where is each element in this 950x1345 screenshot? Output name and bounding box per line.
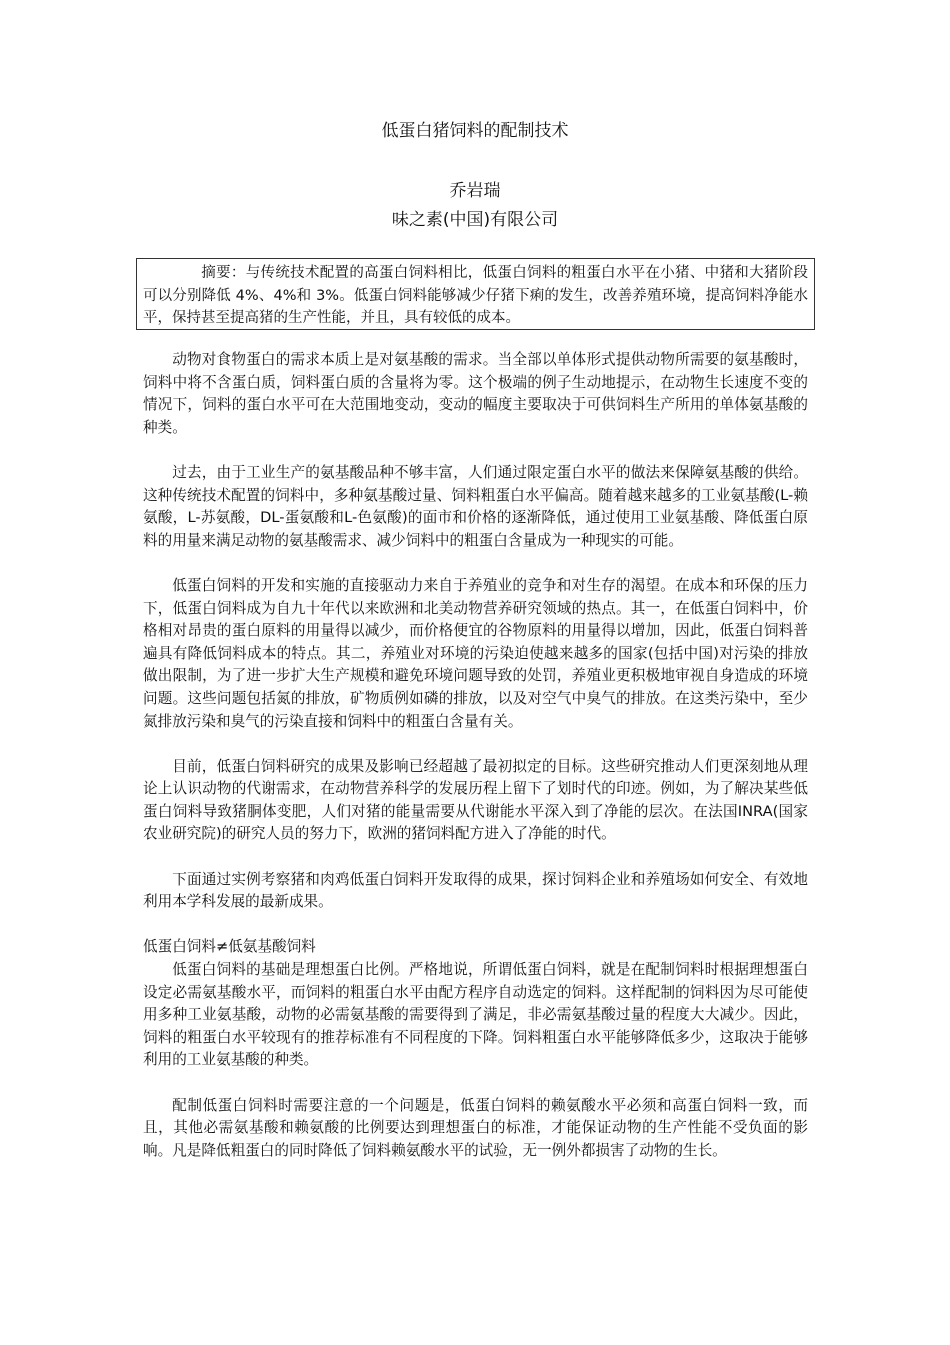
section-paragraph-1: 低蛋白饲料的基础是理想蛋白比例。严格地说，所谓低蛋白饲料，就是在配制饲料时根据理想蛋白设定必需氨基酸水平，而饲料的粗蛋白水平由配方程序自动选定的饲料。这样配制的饲料因为尽可能使用多种工业氨基酸，动物的必需氨基酸的需要得到了满足，非必需氨基酸过量的程度大大减少。因此，饲料的粗蛋白水平较现有的推荐标准有不同程度的下降。饲料粗蛋白水平能够降低多少，这取决于能够利用的工业氨基酸的种类。: [143, 961, 808, 1069]
body-paragraph-3: 低蛋白饲料的开发和实施的直接驱动力来自于养殖业的竞争和对生存的渴望。在成本和环保的压力下，低蛋白饲料成为自九十年代以来欧洲和北美动物营养研究领域的热点。其一，在低蛋白饲料中，价格相对昂贵的蛋白原料的用量得以减少，而价格便宜的谷物原料的用量得以增加，因此，低蛋白饲料普遍具有降低饲料成本的特点。其二，养殖业对环境的污染迫使越来越多的国家(包括中国)对污染的排放做出限制，为了进一步扩大生产规模和避免环境问题导致的处罚，养殖业更积极地审视自身造成的环境问题。这些问题包括氮的排放，矿物质例如磷的排放，以及对空气中臭气的排放。在这类污染中，至少氮排放污染和臭气的污染直接和饲料中的粗蛋白含量有关。: [143, 576, 808, 730]
body-paragraph-1: 动物对食物蛋白的需求本质上是对氨基酸的需求。当全部以单体形式提供动物所需要的氨基酸时，饲料中将不含蛋白质，饲料蛋白质的含量将为零。这个极端的例子生动地提示，在动物生长速度不变的情况下，饲料的蛋白水平可在大范围地变动，变动的幅度主要取决于可供饲料生产所用的单体氨基酸的种类。: [143, 351, 808, 436]
body-paragraph-4: 目前，低蛋白饲料研究的成果及影响已经超越了最初拟定的目标。这些研究推动人们更深刻地从理论上认识动物的代谢需求，在动物营养科学的发展历程上留下了划时代的印迹。例如，为了解决某些低蛋白饲料导致猪胴体变肥，人们对猪的能量需要从代谢能水平深入到了净能的层次。在法国INRA(国家农业研究院)的研究人员的努力下，欧洲的猪饲料配方进入了净能的时代。: [143, 757, 808, 843]
document-title: 低蛋白猪饲料的配制技术: [381, 121, 569, 141]
body-paragraph-2: 过去，由于工业生产的氨基酸品种不够丰富，人们通过限定蛋白水平的做法来保障氨基酸的供给。这种传统技术配置的饲料中，多种氨基酸过量、饲料粗蛋白水平偏高。随着越来越多的工业氨基酸(L-赖氨酸，L-苏氨酸，DL-蛋氨酸和L-色氨酸)的面市和价格的逐渐降低，通过使用工业氨基酸、降低蛋白原料的用量来满足动物的氨基酸需求、减少饲料中的粗蛋白含量成为一种现实的可能。: [143, 463, 808, 549]
body-paragraph-5: 下面通过实例考察猪和肉鸡低蛋白饲料开发取得的成果，探讨饲料企业和养殖场如何安全、有效地利用本学科发展的最新成果。: [143, 870, 808, 911]
author-name: 乔岩瑞: [449, 181, 501, 201]
author-organization: 味之素(中国)有限公司: [391, 210, 559, 230]
abstract-box: [136, 258, 815, 330]
section-heading: 低蛋白饲料≠低氨基酸饲料: [143, 938, 316, 956]
section-paragraph-2: 配制低蛋白饲料时需要注意的一个问题是，低蛋白饲料的赖氨酸水平必须和高蛋白饲料一致，而且，其他必需氨基酸和赖氨酸的比例要达到理想蛋白的标准，才能保证动物的生产性能不受负面的影响。凡是降低粗蛋白的同时降低了饲料赖氨酸水平的试验，无一例外都损害了动物的生长。: [143, 1096, 808, 1159]
document-body: [143, 349, 808, 1185]
abstract-text: 摘要：与传统技术配置的高蛋白饲料相比，低蛋白饲料的粗蛋白水平在小猪、中猪和大猪阶段可以分别降低 4%、4%和 3%。低蛋白饲料能够减少仔猪下痢的发生，改善养殖环境，提高饲料净能水平，保持甚至提高猪的生产性能，并且，具有较低的成本。: [143, 265, 808, 326]
